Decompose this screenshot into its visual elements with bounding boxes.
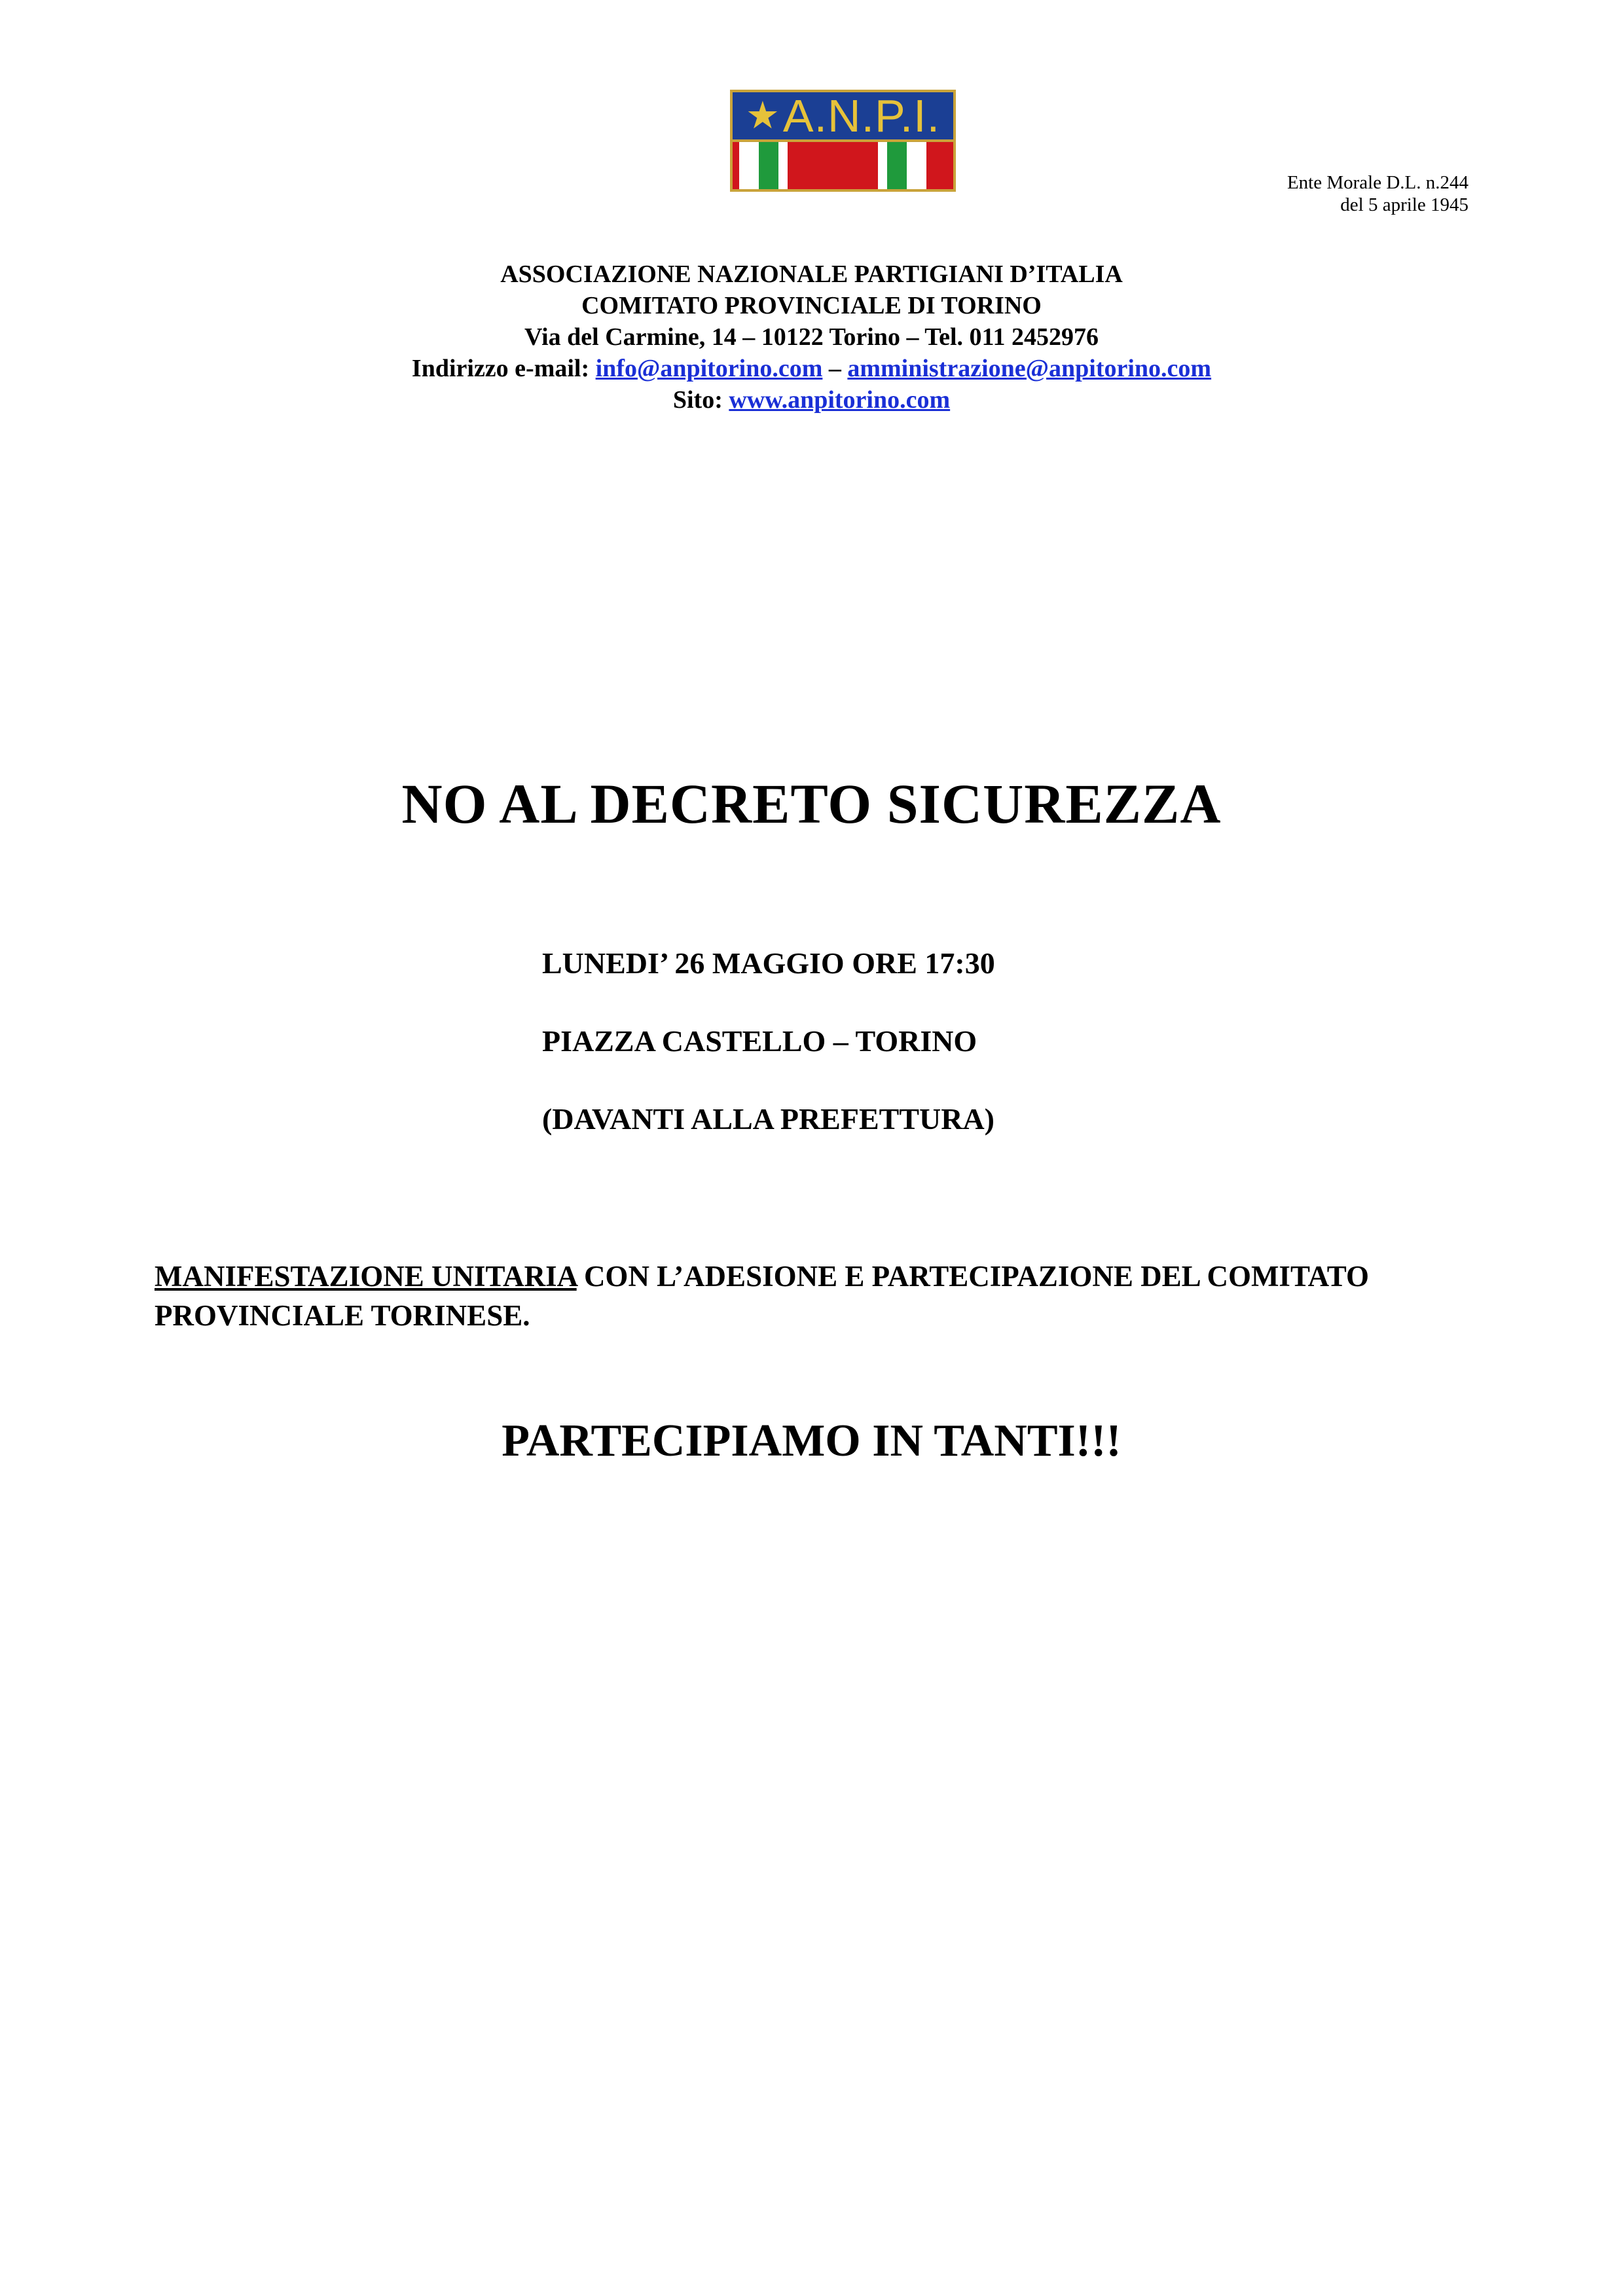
main-title: NO AL DECRETO SICUREZZA [401,772,1222,835]
stripe-red-center [790,142,878,189]
email-link-info[interactable]: info@anpitorino.com [595,355,823,382]
email-link-amministrazione[interactable]: amministrazione@anpitorino.com [847,355,1212,382]
event-place: PIAZZA CASTELLO – TORINO [542,1024,977,1058]
association-name: ASSOCIAZIONE NAZIONALE PARTIGIANI D’ITALIA [500,260,1123,288]
email-separator: – [822,355,848,382]
ente-line-2: del 5 aprile 1945 [1340,194,1468,215]
stripe-white [739,142,759,189]
anpi-logo [730,90,956,192]
manifestazione-paragraph [155,1257,1484,1335]
address-line: Via del Carmine, 14 – 10122 Torino – Tel. 011 2452976 [524,323,1099,351]
email-line [0,353,1623,384]
site-link[interactable]: www.anpitorino.com [729,386,951,414]
event-note: (DAVANTI ALLA PREFETTURA) [542,1102,994,1136]
stripe-white [778,142,788,189]
stripe-green [759,142,778,189]
star-icon: ★ [745,94,780,137]
site-label: Sito: [672,386,729,414]
event-date: LUNEDI’ 26 MAGGIO ORE 17:30 [542,946,995,980]
stripe-green [887,142,907,189]
stripe-red [733,142,739,189]
site-line [0,384,1623,416]
email-label: Indirizzo e-mail: [411,355,596,382]
manifestazione-rest: CON L’ADESIONE E PARTECIPAZIONE DEL COMITATO PROVINCIALE TORINESE. [155,1260,1369,1332]
logo-text: A.N.P.I. [782,90,941,141]
committee-name: COMITATO PROVINCIALE DI TORINO [581,292,1042,319]
logo-banner [733,92,953,139]
stripe-white [878,142,887,189]
letterhead [0,259,1623,416]
logo-tricolor [733,142,953,189]
ente-morale-note [1287,171,1468,216]
ente-line-1: Ente Morale D.L. n.244 [1286,172,1468,193]
manifestazione-underlined: MANIFESTAZIONE UNITARIA [155,1260,577,1293]
stripe-white [907,142,926,189]
stripe-red [926,142,953,189]
closing-call: PARTECIPIAMO IN TANTI!!! [501,1416,1122,1466]
